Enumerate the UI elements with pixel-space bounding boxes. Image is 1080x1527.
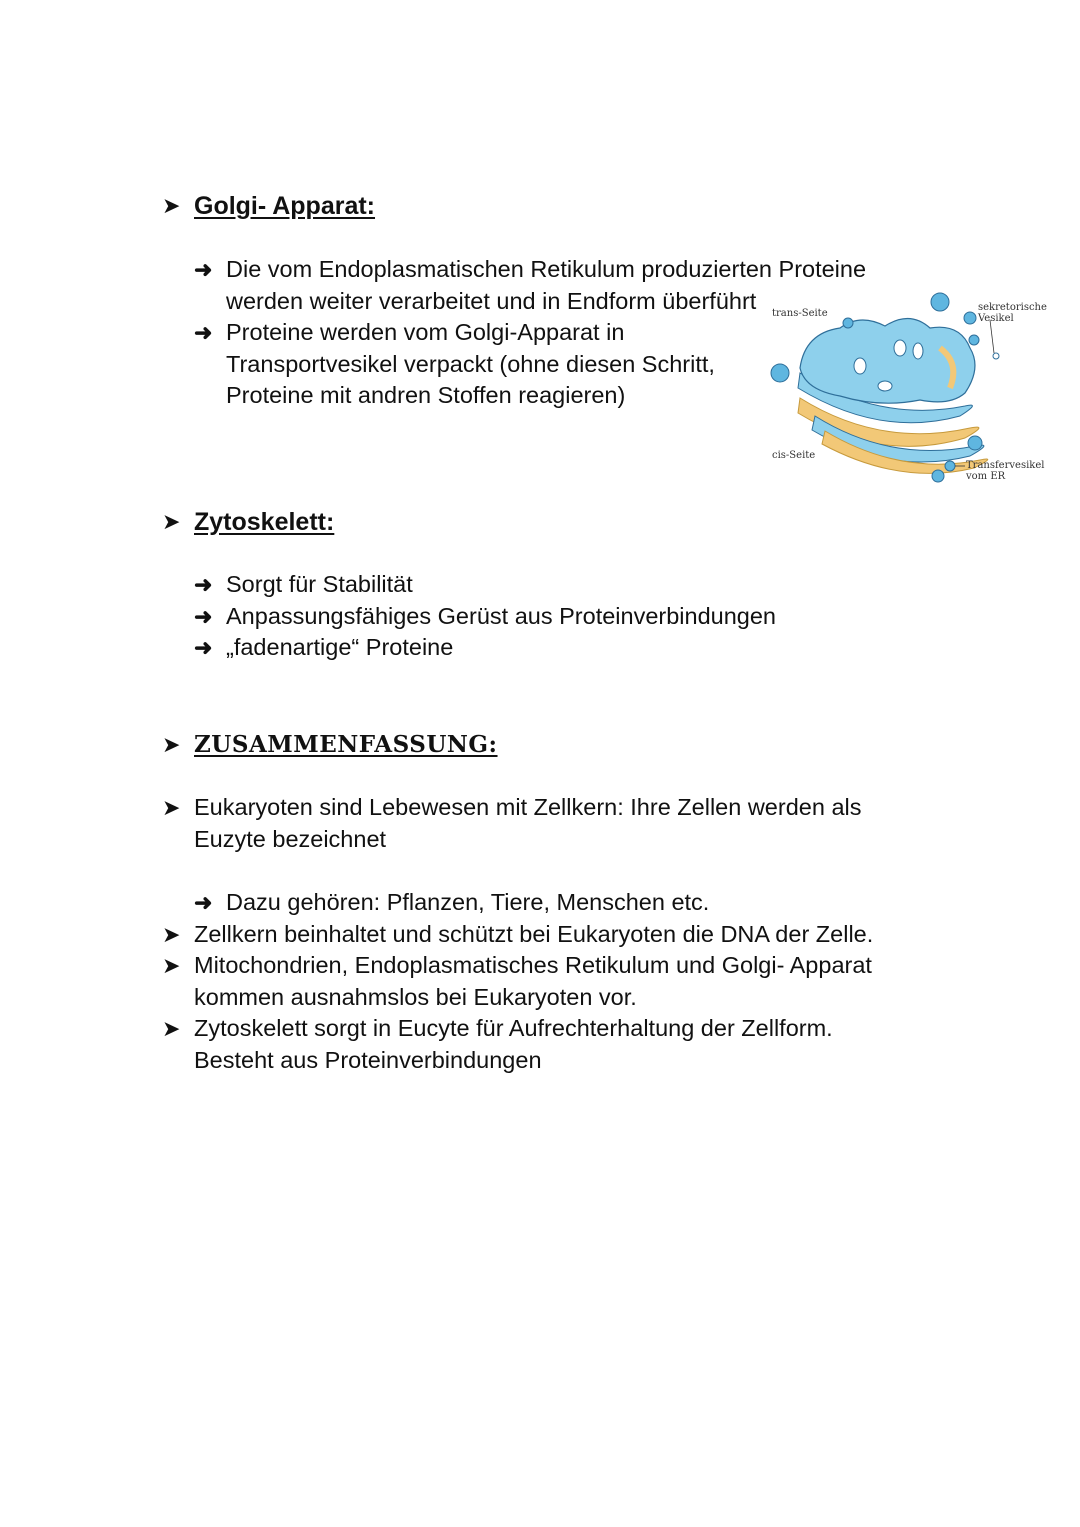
arrowhead-bullet-icon: ➤ [162, 795, 181, 820]
list-item [194, 632, 954, 664]
label-secretory-vesicles: sekretorische Vesikel [978, 302, 1047, 324]
arrowhead-bullet-icon: ➤ [162, 921, 181, 947]
list-item [162, 887, 952, 919]
arrowhead-bullet-icon: ➤ [162, 953, 181, 978]
section-heading-zusammenfassung [162, 729, 498, 761]
list-item [162, 792, 952, 855]
leader-line [990, 320, 994, 353]
point-text: Dazu gehören: Pflanzen, Tiere, Menschen etc. [226, 889, 710, 915]
pore [878, 381, 892, 391]
point-text: Zytoskelett sorgt in Eucyte für Aufrechterhaltung der Zellform. Besteht aus Proteinverbindungen [194, 1015, 833, 1073]
vesicle [969, 335, 979, 345]
vesicle [931, 293, 949, 311]
zytoskelett-points [194, 569, 954, 664]
point-text: Mitochondrien, Endoplasmatisches Retikulum und Golgi- Apparat kommen ausnahmslos bei Eukaryoten vor. [194, 952, 872, 1010]
arrow-right-icon: ➜ [194, 320, 213, 345]
list-item [162, 919, 952, 951]
pore [894, 340, 906, 356]
vesicle [932, 470, 944, 482]
arrowhead-bullet-icon: ➤ [162, 193, 181, 218]
point-text: „fadenartige“ Proteine [226, 634, 454, 660]
vesicle [843, 318, 853, 328]
arrowhead-bullet-icon: ➤ [162, 509, 181, 534]
point-text: Die vom Endoplasmatischen Retikulum produzierten Proteine werden weiter verarbeitet und in Endform überführt [226, 256, 867, 314]
list-item [162, 1013, 952, 1076]
heading-title: Golgi- Apparat: [194, 192, 376, 220]
vesicle [771, 364, 789, 382]
arrow-right-icon: ➜ [194, 890, 213, 915]
pore [913, 343, 923, 359]
list-item [194, 569, 954, 601]
arrow-right-icon: ➜ [194, 635, 213, 660]
list-item [194, 601, 954, 633]
section-heading-zytoskelett [162, 506, 334, 538]
vesicle [945, 461, 955, 471]
label-transfer-vesicles: Transfervesikel vom ER [966, 460, 1045, 482]
label-cis-side: cis-Seite [772, 450, 816, 461]
heading-title: ZUSAMMENFASSUNG: [194, 731, 498, 758]
pore [854, 358, 866, 374]
point-text: Sorgt für Stabilität [226, 571, 413, 597]
point-text: Eukaryoten sind Lebewesen mit Zellkern: Ihre Zellen werden als Euzyte bezeichnet [194, 794, 862, 852]
vesicle [968, 436, 982, 450]
label-trans-side: trans-Seite [772, 308, 828, 319]
golgi-apparatus-figure [760, 288, 1060, 488]
arrow-right-icon: ➜ [194, 603, 213, 629]
point-text: Anpassungsfähiges Gerüst aus Proteinverbindungen [226, 602, 777, 629]
point-text: Zellkern beinhaltet und schützt bei Eukaryoten die DNA der Zelle. [194, 920, 874, 947]
arrow-right-icon: ➜ [194, 257, 213, 282]
arrowhead-bullet-icon: ➤ [162, 732, 181, 757]
point-text: Proteine werden vom Golgi-Apparat in Transportvesikel verpackt (ohne diesen Schritt, Proteine mit andren Stoffen reagieren) [226, 319, 715, 408]
arrowhead-bullet-icon: ➤ [162, 1016, 181, 1041]
heading-title: Zytoskelett: [194, 508, 335, 536]
section-heading-golgi [162, 190, 375, 222]
vesicle [993, 353, 999, 359]
list-item [162, 950, 952, 1013]
vesicle [964, 312, 976, 324]
summary-points [162, 792, 952, 1076]
arrow-right-icon: ➜ [194, 572, 213, 597]
